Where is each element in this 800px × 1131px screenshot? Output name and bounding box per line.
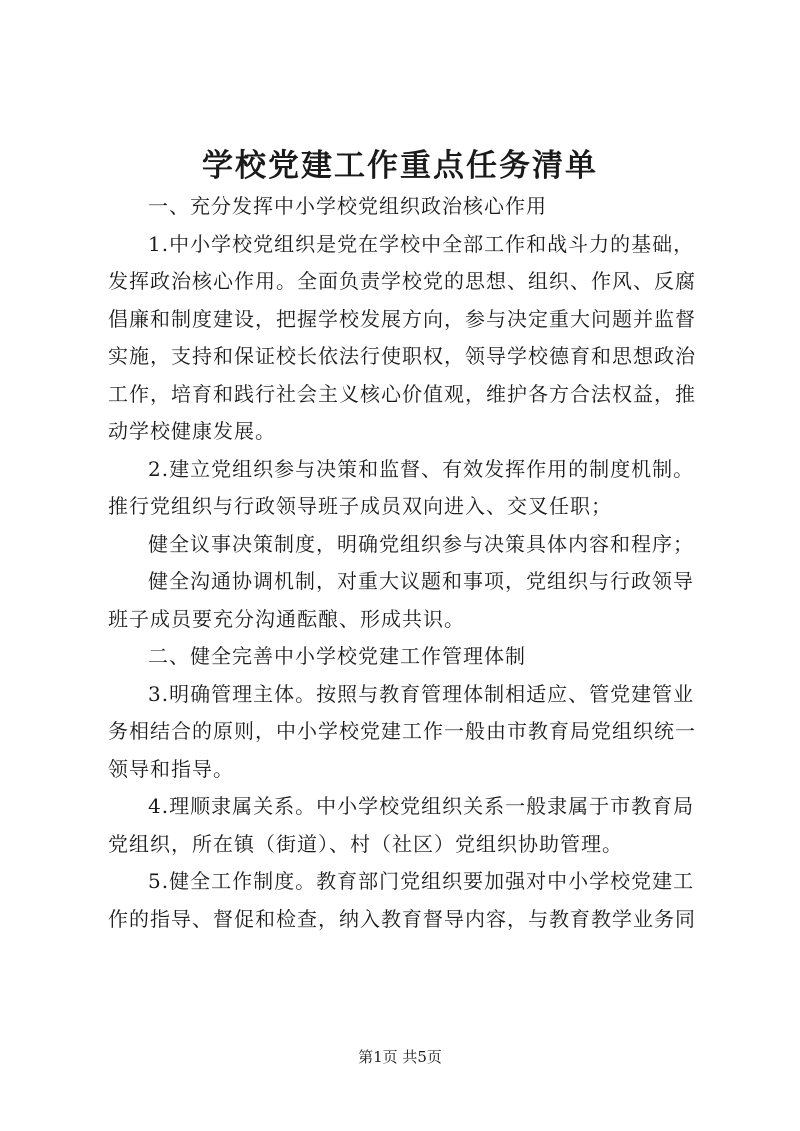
- paragraph-item-1: 1.中小学校党组织是党在学校中全部工作和战斗力的基础，发挥政治核心作用。全面负责学校党的思想、组织、作风、反腐倡廉和制度建设，把握学校发展方向，参与决定重大问题并监督实施，支持和保证校长依法行使职权，领导学校德育和思想政治工作，培育和践行社会主义核心价值观，维护各方合法权益，推动学校健康发展。: [108, 231, 696, 443]
- section-heading-1: 一、充分发挥中小学校党组织政治核心作用: [148, 194, 547, 218]
- section-heading-2: 二、健全完善中小学校党建工作管理体制: [148, 644, 526, 668]
- paragraph-item-2-sub-2: 健全沟通协调机制，对重大议题和事项，党组织与行政领导班子成员要充分沟通酝酿、形成共识。: [108, 569, 694, 631]
- document-title: 学校党建工作重点任务清单: [202, 148, 598, 184]
- document-body: [108, 188, 708, 938]
- paragraph-item-5: 5.健全工作制度。教育部门党组织要加强对中小学校党建工作的指导、督促和检查，纳入教育督导内容，与教育教学业务同: [108, 869, 696, 931]
- paragraph-item-4: 4.理顺隶属关系。中小学校党组织关系一般隶属于市教育局党组织，所在镇（街道）、村（社区）党组织协助管理。: [108, 794, 695, 856]
- paragraph-item-2-sub-1: 健全议事决策制度，明确党组织参与决策具体内容和程序；: [148, 531, 694, 556]
- paragraph-item-3: 3.明确管理主体。按照与教育管理体制相适应、管党建管业务相结合的原则，中小学校党建工作一般由市教育局党组织统一领导和指导。: [108, 681, 696, 781]
- page-footer: 第1页 共5页: [358, 1048, 442, 1066]
- paragraph-item-2: 2.建立党组织参与决策和监督、有效发挥作用的制度机制。推行党组织与行政领导班子成员双向进入、交叉任职；: [108, 456, 695, 518]
